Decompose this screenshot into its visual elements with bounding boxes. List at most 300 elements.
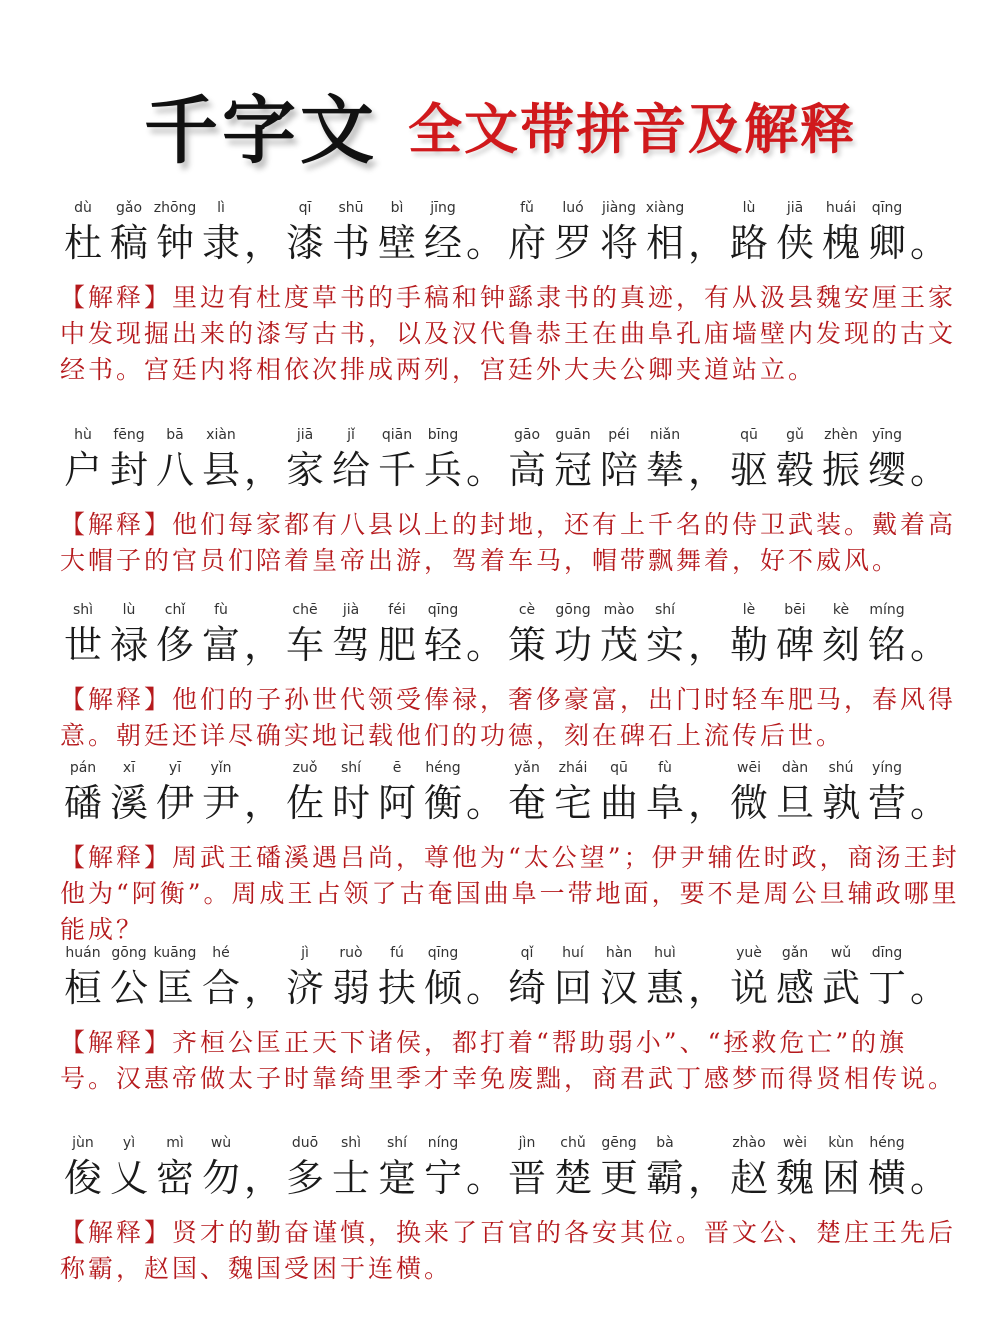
verse-char: [772, 758, 818, 828]
pinyin: míng: [869, 602, 905, 618]
verse-char: [642, 425, 688, 495]
pinyin: niǎn: [649, 427, 681, 443]
pinyin: jùn: [72, 1135, 94, 1151]
verse-char: [420, 600, 466, 670]
verse-punctuation: ，: [688, 781, 727, 825]
pinyin: bā: [166, 427, 184, 443]
verse-punctuation: ，: [244, 221, 283, 265]
verse-char: [282, 198, 328, 268]
verse-section: [60, 1133, 960, 1287]
pinyin: héng: [425, 760, 461, 776]
pinyin: fù: [658, 760, 672, 776]
hanzi: 轻: [423, 623, 462, 667]
pinyin: xiàn: [206, 427, 236, 443]
verse-punctuation: 。: [910, 623, 949, 667]
verse-char: [818, 600, 864, 670]
hanzi: 书: [331, 221, 370, 265]
hanzi: 肥: [377, 623, 416, 667]
hanzi: 功: [553, 623, 592, 667]
pinyin: yǎn: [514, 760, 540, 776]
hanzi: 弱: [331, 966, 370, 1010]
verse-char: [818, 425, 864, 495]
hanzi: 陪: [599, 448, 638, 492]
verse-char: [864, 758, 910, 828]
hanzi: 扶: [377, 966, 416, 1010]
verse-punctuation: 。: [910, 1156, 949, 1200]
pinyin: yì: [122, 1135, 136, 1151]
verse-char: [864, 1133, 910, 1203]
hanzi: 毂: [775, 448, 814, 492]
verse-char: [106, 758, 152, 828]
pinyin: jīng: [430, 200, 456, 216]
hanzi: 丁: [867, 966, 906, 1010]
hanzi: 旦: [775, 781, 814, 825]
verse-char: [374, 943, 420, 1013]
verse-char: [726, 943, 772, 1013]
hanzi: 车: [285, 623, 324, 667]
hanzi: 多: [285, 1156, 324, 1200]
pinyin: zhōng: [153, 200, 197, 216]
verse-char: [282, 758, 328, 828]
hanzi: 辇: [645, 448, 684, 492]
hanzi: 魏: [775, 1156, 814, 1200]
hanzi: 横: [867, 1156, 906, 1200]
verse-char: [550, 198, 596, 268]
pinyin: wǔ: [830, 945, 852, 961]
verse-char: [504, 600, 550, 670]
pinyin: gǎo: [115, 200, 143, 216]
hanzi: 晋: [507, 1156, 546, 1200]
hanzi: 赵: [729, 1156, 768, 1200]
pinyin: yī: [168, 760, 182, 776]
hanzi: 匡: [155, 966, 194, 1010]
verse-line: [60, 943, 960, 1013]
pinyin: jìn: [518, 1135, 536, 1151]
verse-char: [596, 943, 642, 1013]
hanzi: 说: [729, 966, 768, 1010]
verse-char: [60, 758, 106, 828]
pinyin: fú: [390, 945, 404, 961]
pinyin: chē: [292, 602, 318, 618]
verse-char: [198, 758, 244, 828]
verse-char: [420, 943, 466, 1013]
verse-char: [198, 600, 244, 670]
verse-char: [818, 758, 864, 828]
verse-char: [596, 425, 642, 495]
verse-punctuation: ，: [688, 966, 727, 1010]
pinyin: lù: [122, 602, 136, 618]
pinyin: zuǒ: [292, 760, 318, 776]
verse-punctuation: 。: [466, 623, 505, 667]
hanzi: 千: [377, 448, 416, 492]
verse-punctuation: 。: [466, 448, 505, 492]
pinyin: shí: [340, 760, 362, 776]
verse-char: [60, 425, 106, 495]
hanzi: 乂: [109, 1156, 148, 1200]
verse-punctuation: ，: [688, 448, 727, 492]
pinyin: jiàng: [601, 200, 637, 216]
verse-char: [642, 943, 688, 1013]
pinyin: qǐ: [520, 945, 534, 961]
hanzi: 给: [331, 448, 370, 492]
verse-punctuation: 。: [910, 448, 949, 492]
hanzi: 驱: [729, 448, 768, 492]
pinyin: jì: [301, 945, 309, 961]
pinyin: zhái: [558, 760, 588, 776]
explanation-text: 【解释】他们每家都有八县以上的封地，还有上千名的侍卫武装。戴着高大帽子的官员们陪着皇帝出游，驾着车马，帽带飘舞着，好不威风。: [60, 510, 957, 575]
hanzi: 经: [423, 221, 462, 265]
verse-line: [60, 425, 960, 495]
hanzi: 茂: [599, 623, 638, 667]
hanzi: 绮: [507, 966, 546, 1010]
hanzi: 合: [201, 966, 240, 1010]
pinyin: wù: [210, 1135, 232, 1151]
verse-char: [198, 1133, 244, 1203]
hanzi: 户: [63, 448, 102, 492]
verse-char: [328, 198, 374, 268]
page-title: [0, 80, 1000, 174]
pinyin: péi: [608, 427, 630, 443]
pinyin: xiàng: [645, 200, 685, 216]
pinyin: shì: [340, 1135, 362, 1151]
hanzi: 时: [331, 781, 370, 825]
verse-char: [550, 758, 596, 828]
verse-punctuation: ，: [244, 448, 283, 492]
hanzi: 实: [645, 623, 684, 667]
pinyin: xī: [122, 760, 136, 776]
pinyin: gǎn: [781, 945, 809, 961]
hanzi: 磻: [63, 781, 102, 825]
verse-char: [550, 943, 596, 1013]
pinyin: yīng: [872, 427, 902, 443]
verse-section: [60, 198, 960, 388]
verse-char: [420, 198, 466, 268]
pinyin: jiā: [296, 427, 314, 443]
pinyin: qiān: [381, 427, 413, 443]
hanzi: 营: [867, 781, 906, 825]
verse-punctuation: 。: [466, 966, 505, 1010]
verse-char: [772, 600, 818, 670]
hanzi: 家: [285, 448, 324, 492]
hanzi: 槐: [821, 221, 860, 265]
pinyin: yíng: [872, 760, 902, 776]
verse-char: [420, 758, 466, 828]
pinyin: jǐ: [347, 427, 355, 443]
hanzi: 公: [109, 966, 148, 1010]
hanzi: 路: [729, 221, 768, 265]
hanzi: 溪: [109, 781, 148, 825]
verse-punctuation: ，: [688, 1156, 727, 1200]
verse-punctuation: 。: [466, 1156, 505, 1200]
verse-line: [60, 1133, 960, 1203]
hanzi: 封: [109, 448, 148, 492]
verse-char: [60, 943, 106, 1013]
verse-char: [374, 425, 420, 495]
pinyin: huì: [654, 945, 676, 961]
pinyin: bīng: [427, 427, 459, 443]
pinyin: gǔ: [786, 427, 804, 443]
pinyin: kuāng: [153, 945, 197, 961]
verse-char: [642, 198, 688, 268]
pinyin: shí: [386, 1135, 408, 1151]
verse-char: [328, 1133, 374, 1203]
pinyin: huán: [65, 945, 101, 961]
verse-section: [60, 425, 960, 579]
hanzi: 阜: [645, 781, 684, 825]
hanzi: 卿: [867, 221, 906, 265]
verse-line: [60, 198, 960, 268]
pinyin: kùn: [828, 1135, 854, 1151]
hanzi: 府: [507, 221, 546, 265]
verse-punctuation: ，: [688, 221, 727, 265]
pinyin: fù: [214, 602, 228, 618]
hanzi: 高: [507, 448, 546, 492]
pinyin: hù: [74, 427, 92, 443]
verse-char: [282, 425, 328, 495]
pinyin: fǔ: [520, 200, 534, 216]
hanzi: 更: [599, 1156, 638, 1200]
verse-line: [60, 758, 960, 828]
pinyin: shí: [654, 602, 676, 618]
verse-char: [772, 198, 818, 268]
hanzi: 钟: [155, 221, 194, 265]
pinyin: gōng: [555, 602, 591, 618]
verse-char: [818, 943, 864, 1013]
hanzi: 兵: [423, 448, 462, 492]
hanzi: 杜: [63, 221, 102, 265]
verse-char: [374, 1133, 420, 1203]
title-subtitle: 全文带拼音及解释: [408, 97, 856, 161]
hanzi: 寔: [377, 1156, 416, 1200]
hanzi: 刻: [821, 623, 860, 667]
verse-char: [818, 198, 864, 268]
pinyin: dīng: [871, 945, 903, 961]
hanzi: 罗: [553, 221, 592, 265]
explanation-text: 【解释】他们的子孙世代领受俸禄，奢侈豪富，出门时轻车肥马，春风得意。朝廷还详尽确实地记载他们的功德，刻在碑石上流传后世。: [60, 685, 957, 750]
pinyin: huái: [825, 200, 857, 216]
hanzi: 武: [821, 966, 860, 1010]
verse-char: [864, 425, 910, 495]
hanzi: 曲: [599, 781, 638, 825]
pinyin: qī: [298, 200, 312, 216]
hanzi: 碑: [775, 623, 814, 667]
verse-char: [864, 198, 910, 268]
pinyin: bì: [390, 200, 404, 216]
verse-char: [60, 600, 106, 670]
hanzi: 微: [729, 781, 768, 825]
verse-char: [198, 425, 244, 495]
pinyin: pán: [69, 760, 97, 776]
verse-char: [772, 425, 818, 495]
verse-char: [818, 1133, 864, 1203]
pinyin: ē: [392, 760, 402, 776]
pinyin: gāo: [513, 427, 541, 443]
verse-char: [726, 425, 772, 495]
verse-char: [106, 600, 152, 670]
verse-punctuation: 。: [466, 221, 505, 265]
pinyin: qīng: [427, 602, 459, 618]
pinyin: kè: [832, 602, 850, 618]
pinyin: shū: [338, 200, 364, 216]
verse-char: [152, 758, 198, 828]
hanzi: 霸: [645, 1156, 684, 1200]
hanzi: 漆: [285, 221, 324, 265]
pinyin: bà: [656, 1135, 674, 1151]
verse-char: [106, 1133, 152, 1203]
pinyin: yuè: [736, 945, 762, 961]
verse-char: [504, 425, 550, 495]
verse-punctuation: 。: [910, 781, 949, 825]
hanzi: 惠: [645, 966, 684, 1010]
pinyin: cè: [518, 602, 536, 618]
hanzi: 勿: [201, 1156, 240, 1200]
hanzi: 俊: [63, 1156, 102, 1200]
verse-char: [550, 425, 596, 495]
pinyin: huí: [562, 945, 584, 961]
verse-char: [504, 198, 550, 268]
verse-char: [282, 600, 328, 670]
hanzi: 驾: [331, 623, 370, 667]
pinyin: lè: [742, 602, 756, 618]
verse-char: [420, 1133, 466, 1203]
pinyin: qū: [740, 427, 758, 443]
verse-char: [596, 600, 642, 670]
pinyin: mào: [603, 602, 635, 618]
verse-punctuation: ，: [244, 966, 283, 1010]
verse-char: [374, 758, 420, 828]
verse-char: [198, 943, 244, 1013]
verse-section: [60, 600, 960, 754]
hanzi: 汉: [599, 966, 638, 1010]
verse-punctuation: 。: [910, 966, 949, 1010]
verse-char: [596, 1133, 642, 1203]
verse-punctuation: ，: [244, 1156, 283, 1200]
verse-char: [726, 758, 772, 828]
verse-char: [328, 758, 374, 828]
hanzi: 缨: [867, 448, 906, 492]
hanzi: 感: [775, 966, 814, 1010]
verse-section: [60, 943, 960, 1097]
pinyin: dù: [74, 200, 92, 216]
verse-char: [864, 600, 910, 670]
pinyin: lì: [217, 200, 225, 216]
pinyin: dàn: [781, 760, 809, 776]
hanzi: 八: [155, 448, 194, 492]
hanzi: 勒: [729, 623, 768, 667]
hanzi: 世: [63, 623, 102, 667]
hanzi: 禄: [109, 623, 148, 667]
verse-char: [504, 1133, 550, 1203]
pinyin: qīng: [427, 945, 459, 961]
pinyin: luó: [562, 200, 584, 216]
pinyin: guān: [555, 427, 591, 443]
verse-char: [152, 425, 198, 495]
pinyin: fēng: [113, 427, 145, 443]
hanzi: 倾: [423, 966, 462, 1010]
verse-section: [60, 758, 960, 948]
pinyin: héng: [869, 1135, 905, 1151]
hanzi: 桓: [63, 966, 102, 1010]
verse-char: [864, 943, 910, 1013]
verse-char: [60, 198, 106, 268]
pinyin: chǐ: [164, 602, 186, 618]
verse-punctuation: 。: [466, 781, 505, 825]
verse-char: [328, 600, 374, 670]
verse-char: [374, 600, 420, 670]
pinyin: shú: [828, 760, 854, 776]
verse-char: [504, 943, 550, 1013]
verse-char: [772, 1133, 818, 1203]
verse-char: [374, 198, 420, 268]
hanzi: 回: [553, 966, 592, 1010]
verse-char: [328, 943, 374, 1013]
verse-char: [328, 425, 374, 495]
pinyin: hé: [212, 945, 230, 961]
hanzi: 衡: [423, 781, 462, 825]
hanzi: 壁: [377, 221, 416, 265]
pinyin: lù: [742, 200, 756, 216]
explanation-text: 【解释】周武王磻溪遇吕尚，尊他为“太公望”；伊尹辅佐时政，商汤王封他为“阿衡”。周成王占领了古奄国曲阜一带地面，要不是周公旦辅政哪里能成？: [60, 843, 960, 944]
hanzi: 密: [155, 1156, 194, 1200]
verse-char: [60, 1133, 106, 1203]
verse-char: [642, 1133, 688, 1203]
verse-punctuation: ，: [244, 781, 283, 825]
hanzi: 佐: [285, 781, 324, 825]
hanzi: 尹: [201, 781, 240, 825]
pinyin: ruò: [339, 945, 363, 961]
pinyin: mì: [166, 1135, 184, 1151]
pinyin: yǐn: [210, 760, 232, 776]
hanzi: 策: [507, 623, 546, 667]
hanzi: 侈: [155, 623, 194, 667]
pinyin: chǔ: [560, 1135, 586, 1151]
hanzi: 士: [331, 1156, 370, 1200]
pinyin: hàn: [605, 945, 633, 961]
pinyin: wèi: [783, 1135, 807, 1151]
verse-punctuation: ，: [244, 623, 283, 667]
verse-char: [726, 600, 772, 670]
pinyin: duō: [291, 1135, 319, 1151]
hanzi: 济: [285, 966, 324, 1010]
verse-char: [420, 425, 466, 495]
verse-char: [550, 1133, 596, 1203]
verse-char: [152, 198, 198, 268]
pinyin: zhèn: [824, 427, 858, 443]
verse-char: [772, 943, 818, 1013]
hanzi: 将: [599, 221, 638, 265]
hanzi: 稿: [109, 221, 148, 265]
verse-char: [106, 198, 152, 268]
pinyin: níng: [427, 1135, 459, 1151]
verse-char: [596, 198, 642, 268]
hanzi: 困: [821, 1156, 860, 1200]
hanzi: 孰: [821, 781, 860, 825]
verse-char: [642, 600, 688, 670]
verse-char: [152, 600, 198, 670]
pinyin: jià: [342, 602, 360, 618]
verse-char: [152, 943, 198, 1013]
explanation-text: 【解释】里边有杜度草书的手稿和钟繇隶书的真迹，有从汲县魏安厘王家中发现掘出来的漆写古书，以及汉代鲁恭王在曲阜孔庙墙壁内发现的古文经书。宫廷内将相依次排成两列，宫廷外大夫公卿夹道站立。: [60, 283, 957, 384]
verse-line: [60, 600, 960, 670]
hanzi: 阿: [377, 781, 416, 825]
verse-char: [726, 198, 772, 268]
pinyin: bēi: [784, 602, 806, 618]
pinyin: gēng: [601, 1135, 637, 1151]
hanzi: 冠: [553, 448, 592, 492]
verse-char: [642, 758, 688, 828]
hanzi: 富: [201, 623, 240, 667]
verse-char: [282, 1133, 328, 1203]
